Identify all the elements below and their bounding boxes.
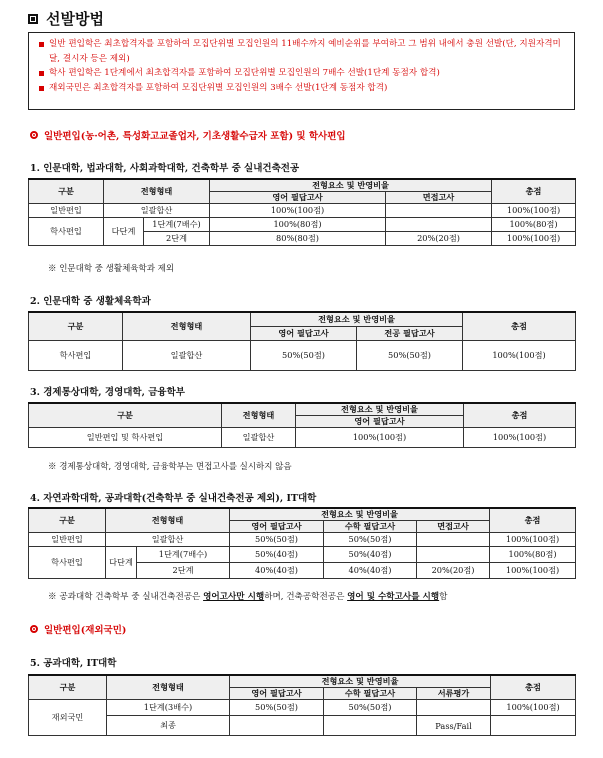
header-hyeongtae: 전형형태 bbox=[107, 675, 230, 700]
table-cell bbox=[386, 204, 492, 218]
table-cell: 50%(40점) bbox=[230, 547, 324, 563]
table-cell bbox=[417, 547, 490, 563]
header-yoso: 전형요소 및 반영비율 bbox=[296, 403, 464, 416]
table-cell: 50%(50점) bbox=[230, 700, 324, 716]
header-hyeongtae: 전형형태 bbox=[104, 179, 210, 204]
table-cell: 1단계(7배수) bbox=[137, 547, 230, 563]
header-math: 수학 필답고사 bbox=[324, 521, 417, 533]
header-gubun: 구분 bbox=[29, 508, 106, 533]
table-cell: 1단계(7배수) bbox=[144, 218, 210, 232]
table-cell: 재외국민 bbox=[29, 700, 107, 736]
table-cell: 100%(100점) bbox=[464, 428, 576, 448]
header-yoso: 전형요소 및 반영비율 bbox=[230, 508, 490, 521]
page-title-text: 선발방법 bbox=[46, 10, 104, 28]
header-gubun: 구분 bbox=[29, 403, 222, 428]
header-eng: 영어 필답고사 bbox=[210, 192, 386, 204]
header-docs: 서류평가 bbox=[417, 688, 491, 700]
header-total: 총점 bbox=[490, 508, 576, 533]
table-cell bbox=[417, 533, 490, 547]
table-cell: 100%(100점) bbox=[296, 428, 464, 448]
table-cell: 일괄합산 bbox=[106, 533, 230, 547]
table-cell: 100%(100점) bbox=[492, 204, 576, 218]
table-cell bbox=[417, 700, 491, 716]
header-total: 총점 bbox=[491, 675, 576, 700]
header-gubun: 구분 bbox=[29, 675, 107, 700]
block3-note: ※ 경제통상대학, 경영대학, 금융학부는 면접고사를 실시하지 않음 bbox=[48, 462, 292, 472]
table-cell: 최종 bbox=[107, 716, 230, 736]
header-eng: 영어 필답고사 bbox=[251, 326, 357, 340]
header-hyeongtae: 전형형태 bbox=[106, 508, 230, 533]
block4-table bbox=[28, 507, 576, 579]
block3-heading: 3. 경제통상대학, 경영대학, 금융학부 bbox=[30, 387, 185, 398]
table-cell: 20%(20점) bbox=[386, 232, 492, 246]
header-eng: 영어 필답고사 bbox=[230, 688, 324, 700]
table-cell: 일반편입 bbox=[29, 533, 106, 547]
table-cell: 40%(40점) bbox=[324, 563, 417, 579]
block1-heading: 1. 인문대학, 법과대학, 사회과학대학, 건축학부 중 실내건축전공 bbox=[30, 163, 300, 174]
block5-table bbox=[28, 674, 576, 736]
table-cell: 50%(50점) bbox=[324, 533, 417, 547]
table-cell: 20%(20점) bbox=[417, 563, 490, 579]
header-eng: 영어 필답고사 bbox=[296, 416, 464, 428]
block5-heading: 5. 공과대학, IT대학 bbox=[30, 658, 117, 669]
table-cell: 100%(100점) bbox=[210, 204, 386, 218]
table-cell: 100%(100점) bbox=[490, 563, 576, 579]
table-cell: 50%(50점) bbox=[230, 533, 324, 547]
header-math: 수학 필답고사 bbox=[324, 688, 417, 700]
table-cell: 다단계 bbox=[106, 547, 137, 579]
header-interview: 면접고사 bbox=[417, 521, 490, 533]
notice-item: 일반 편입학은 최초합격자를 포함하여 모집단위별 모집인원의 11배수까지 예비순위를 부여하고 그 범위 내에서 충원 선발(단, 지원자격미달, 결시자 등은 제외) bbox=[39, 37, 566, 66]
block4-heading: 4. 자연과학대학, 공과대학(건축학부 중 실내건축전공 제외), IT대학 bbox=[30, 493, 317, 504]
header-hyeongtae: 전형형태 bbox=[123, 312, 251, 340]
table-cell: 1단계(3배수) bbox=[107, 700, 230, 716]
header-total: 총점 bbox=[464, 403, 576, 428]
table-cell: 100%(80점) bbox=[492, 218, 576, 232]
notice-item: 학사 편입학은 1단계에서 최초합격자를 포함하여 모집단위별 모집인원의 7배수 선발(1단계 동점자 합격) bbox=[39, 66, 566, 81]
table-cell: 100%(100점) bbox=[492, 232, 576, 246]
table-cell: 학사편입 bbox=[29, 340, 123, 370]
table-cell: 2단계 bbox=[137, 563, 230, 579]
table-cell: 50%(50점) bbox=[357, 340, 463, 370]
header-gubun: 구분 bbox=[29, 312, 123, 340]
table-cell: 100%(80점) bbox=[210, 218, 386, 232]
block1-note: ※ 인문대학 중 생활체육학과 제외 bbox=[48, 264, 175, 274]
header-yoso: 전형요소 및 반영비율 bbox=[251, 312, 463, 326]
table-cell: 다단계 bbox=[104, 218, 144, 246]
header-eng: 영어 필답고사 bbox=[230, 521, 324, 533]
header-gubun: 구분 bbox=[29, 179, 104, 204]
circle-bullet-icon bbox=[30, 625, 38, 633]
header-total: 총점 bbox=[492, 179, 576, 204]
table-cell bbox=[491, 716, 576, 736]
square-bullet-icon bbox=[28, 14, 38, 24]
table-cell: 80%(80점) bbox=[210, 232, 386, 246]
table-cell: 일괄합산 bbox=[123, 340, 251, 370]
table-cell: 학사편입 bbox=[29, 218, 104, 246]
table-cell: 100%(100점) bbox=[463, 340, 576, 370]
table-cell: 50%(50점) bbox=[324, 700, 417, 716]
table-cell: 100%(100점) bbox=[490, 533, 576, 547]
section-heading-overseas: 일반편입(재외국민) bbox=[30, 622, 126, 636]
table-cell bbox=[324, 716, 417, 736]
table-cell bbox=[230, 716, 324, 736]
header-yoso: 전형요소 및 반영비율 bbox=[210, 179, 492, 192]
table-cell: 일반편입 및 학사편입 bbox=[29, 428, 222, 448]
table-cell: 일괄합산 bbox=[222, 428, 296, 448]
block4-note: ※ 공과대학 건축학부 중 실내건축전공은 영어고사만 시행하며, 건축공학전공은 영어 및 수학고사를 시행함 bbox=[48, 592, 448, 602]
table-cell: 50%(40점) bbox=[324, 547, 417, 563]
header-major: 전공 필답고사 bbox=[357, 326, 463, 340]
block3-table bbox=[28, 402, 576, 448]
block2-heading: 2. 인문대학 중 생활체육학과 bbox=[30, 296, 151, 307]
table-cell: 100%(100점) bbox=[491, 700, 576, 716]
header-yoso: 전형요소 및 반영비율 bbox=[230, 675, 491, 688]
table-cell: 일괄합산 bbox=[104, 204, 210, 218]
notice-item: 재외국민은 최초합격자를 포함하여 모집단위별 모집인원의 3배수 선발(1단계 동점자 합격) bbox=[39, 81, 566, 96]
table-cell bbox=[386, 218, 492, 232]
table-cell: 50%(50점) bbox=[251, 340, 357, 370]
header-interview: 면접고사 bbox=[386, 192, 492, 204]
table-cell: Pass/Fail bbox=[417, 716, 491, 736]
table-cell: 2단계 bbox=[144, 232, 210, 246]
section-heading-general: 일반편입(농·어촌, 특성화고교졸업자, 기초생활수급자 포함) 및 학사편입 bbox=[30, 128, 346, 142]
block2-table bbox=[28, 311, 576, 371]
header-hyeongtae: 전형형태 bbox=[222, 403, 296, 428]
circle-bullet-icon bbox=[30, 131, 38, 139]
header-total: 총점 bbox=[463, 312, 576, 340]
table-cell: 일반편입 bbox=[29, 204, 104, 218]
table-cell: 100%(80점) bbox=[490, 547, 576, 563]
table-cell: 학사편입 bbox=[29, 547, 106, 579]
notice-box bbox=[28, 32, 575, 110]
block1-table bbox=[28, 178, 576, 246]
page-title bbox=[28, 8, 104, 29]
table-cell: 40%(40점) bbox=[230, 563, 324, 579]
